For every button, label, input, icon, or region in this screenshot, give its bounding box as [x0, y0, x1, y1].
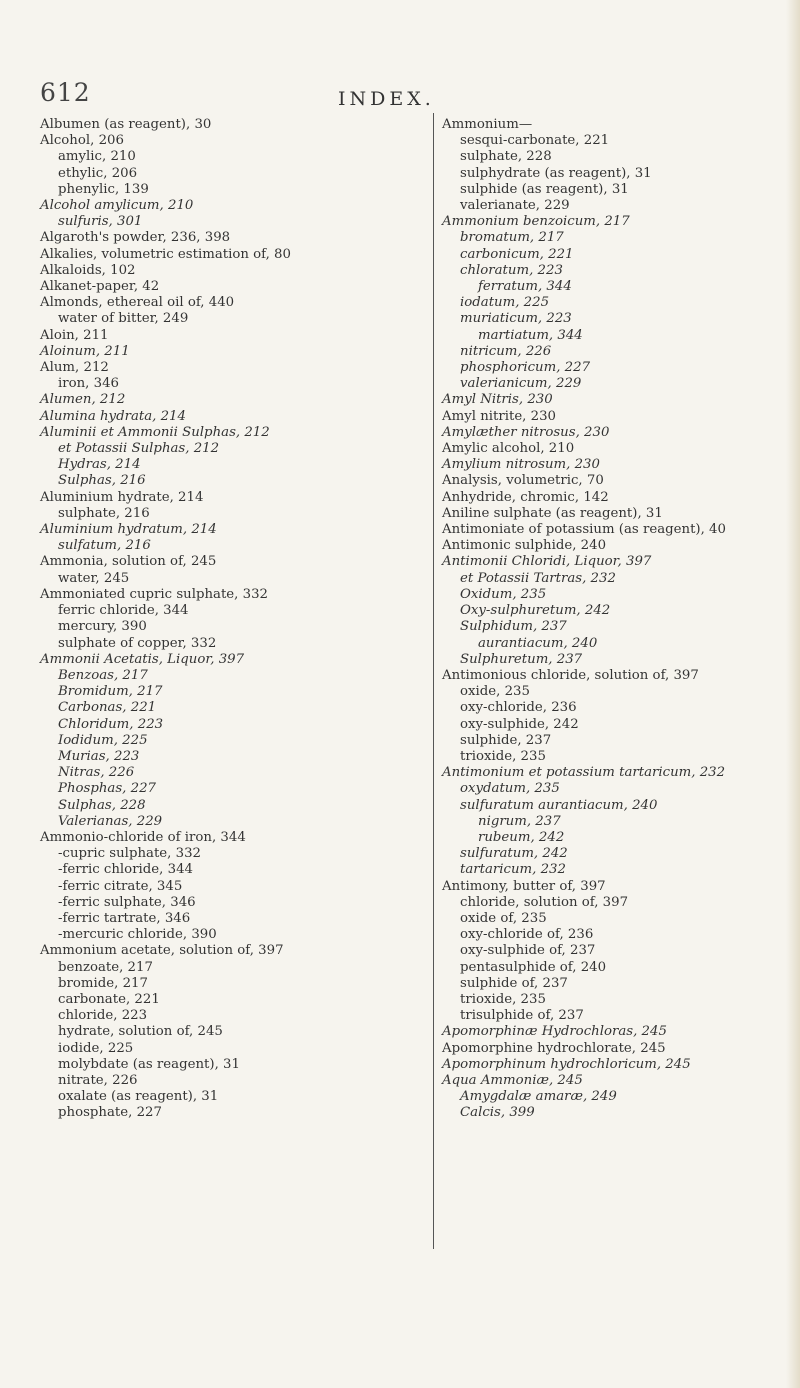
index-entry: Almonds, ethereal oil of, 440 [40, 295, 235, 311]
index-entry: Antimony, butter of, 397 [442, 878, 606, 894]
index-entry: Algaroth's powder, 236, 398 [40, 230, 231, 246]
index-entry: Amylium nitrosum, 230 [442, 457, 600, 473]
index-entry: Alcohol, 206 [40, 133, 124, 149]
index-entry: Sulphidum, 237 [460, 619, 567, 635]
index-entry: valerianicum, 229 [460, 376, 582, 392]
index-entry: oxy-sulphide of, 237 [460, 943, 596, 959]
index-entry: Antimonious chloride, solution of, 397 [442, 667, 699, 683]
index-entry: phosphoricum, 227 [460, 360, 591, 376]
index-entry: martiatum, 344 [478, 327, 583, 343]
index-entry: Carbonas, 221 [58, 700, 157, 716]
index-entry: chloride, solution of, 397 [460, 894, 629, 910]
index-entry: chloride, 223 [58, 1008, 148, 1024]
index-entry: -mercuric chloride, 390 [58, 927, 217, 943]
index-entry: Amygdalæ amaræ, 249 [460, 1089, 617, 1105]
index-entry: ferric chloride, 344 [58, 603, 189, 619]
index-entry: Valerianas, 229 [58, 813, 163, 829]
index-entry: Apomorphinum hydrochloricum, 245 [442, 1056, 691, 1072]
index-entry: sulphide, 237 [460, 732, 552, 748]
index-entry: pentasulphide of, 240 [460, 959, 607, 975]
running-head: INDEX. [338, 88, 435, 110]
index-entry: hydrate, solution of, 245 [58, 1024, 223, 1040]
index-entry: Aluminium hydratum, 214 [40, 522, 217, 538]
index-entry: sulfuratum aurantiacum, 240 [460, 797, 658, 813]
index-entry: phenylic, 139 [58, 181, 149, 197]
index-entry: benzoate, 217 [58, 959, 153, 975]
index-entry: et Potassii Sulphas, 212 [58, 441, 220, 457]
index-column-left [40, 117, 420, 1122]
index-entry: oxy-chloride, 236 [460, 700, 577, 716]
index-entry: Iodidum, 225 [58, 732, 148, 748]
index-entry: sulphate, 216 [58, 505, 150, 521]
index-entry: trioxide, 235 [460, 991, 546, 1007]
index-entry: Ammonium benzoicum, 217 [442, 214, 630, 230]
index-entry: Alkanet-paper, 42 [40, 279, 160, 295]
index-entry: iodatum, 225 [460, 295, 550, 311]
index-entry: nitrate, 226 [58, 1072, 138, 1088]
index-entry: Antimonium et potassium tartaricum, 232 [442, 765, 726, 781]
index-entry: Aloin, 211 [40, 327, 109, 343]
index-entry: Aqua Ammoniæ, 245 [442, 1072, 583, 1088]
index-entry: ethylic, 206 [58, 165, 138, 181]
index-entry: Ammonium— [442, 117, 533, 132]
index-entry: trioxide, 235 [460, 748, 546, 764]
index-entry: oxide, 235 [460, 684, 530, 700]
index-entry: tartaricum, 232 [460, 862, 566, 878]
index-entry: Amyl Nitris, 230 [442, 392, 553, 408]
index-column-right [433, 113, 800, 1249]
index-entry: Amylæther nitrosus, 230 [442, 424, 610, 440]
index-entry: Albumen (as reagent), 30 [40, 117, 212, 132]
index-entry: Sulphas, 228 [58, 797, 146, 813]
index-entry: Antimonii Chloridi, Liquor, 397 [442, 554, 652, 570]
index-entry: aurantiacum, 240 [478, 635, 598, 651]
index-entry: Benzoas, 217 [58, 667, 148, 683]
index-entry: Alum, 212 [40, 360, 109, 376]
index-entry: bromide, 217 [58, 975, 148, 991]
index-entry: -ferric citrate, 345 [58, 878, 183, 894]
index-entry: Ammoniated cupric sulphate, 332 [40, 586, 269, 602]
index-entry: Amyl nitrite, 230 [442, 408, 557, 424]
index-entry: Sulphuretum, 237 [460, 651, 583, 667]
index-entry: sulfuris, 301 [58, 214, 143, 230]
index-entry: mercury, 390 [58, 619, 147, 635]
index-entry: carbonicum, 221 [460, 246, 574, 262]
index-entry: Nitras, 226 [58, 765, 135, 781]
index-entry: oxydatum, 235 [460, 781, 560, 797]
index-entry: sulphate, 228 [460, 149, 552, 165]
index-entry: sulfatum, 216 [58, 538, 151, 554]
page-number: 612 [40, 78, 91, 107]
index-entry: -cupric sulphate, 332 [58, 846, 201, 862]
index-entry: Alkaloids, 102 [40, 262, 136, 278]
index-entry: oxalate (as reagent), 31 [58, 1089, 219, 1105]
index-entry: Aluminium hydrate, 214 [40, 489, 204, 505]
index-entry: Oxy-sulphuretum, 242 [460, 603, 611, 619]
index-entry: -ferric chloride, 344 [58, 862, 194, 878]
index-entry: et Potassii Tartras, 232 [460, 570, 616, 586]
index-entry: iron, 346 [58, 376, 120, 392]
index-entry: Alcohol amylicum, 210 [40, 198, 194, 214]
index-entry: sulphate of copper, 332 [58, 635, 217, 651]
index-entry: Amylic alcohol, 210 [442, 441, 575, 457]
index-entry: sulphide of, 237 [460, 975, 568, 991]
index-entry: rubeum, 242 [478, 829, 565, 845]
index-entry: sulphide (as reagent), 31 [460, 181, 629, 197]
index-entry: Chloridum, 223 [58, 716, 164, 732]
index-entry: oxy-chloride of, 236 [460, 927, 594, 943]
index-entry: chloratum, 223 [460, 262, 563, 278]
index-entry: molybdate (as reagent), 31 [58, 1056, 240, 1072]
index-entry: Aniline sulphate (as reagent), 31 [442, 505, 663, 521]
index-entry: nitricum, 226 [460, 343, 552, 359]
index-entry: ferratum, 344 [478, 279, 572, 295]
index-entry: bromatum, 217 [460, 230, 564, 246]
index-entry: Ammonia, solution of, 245 [40, 554, 217, 570]
index-entry: Sulphas, 216 [58, 473, 146, 489]
index-entry: Apomorphinæ Hydrochloras, 245 [442, 1024, 667, 1040]
index-entry: Aluminii et Ammonii Sulphas, 212 [40, 424, 270, 440]
index-entry: sesqui-carbonate, 221 [460, 133, 610, 149]
index-entry: Alumina hydrata, 214 [40, 408, 186, 424]
index-entry: valerianate, 229 [460, 198, 570, 214]
index-entry: Ammonii Acetatis, Liquor, 397 [40, 651, 245, 667]
index-entry: Murias, 223 [58, 748, 140, 764]
index-entry: trisulphide of, 237 [460, 1008, 584, 1024]
index-entry: carbonate, 221 [58, 991, 160, 1007]
index-entry: -ferric tartrate, 346 [58, 910, 191, 926]
index-entry: nigrum, 237 [478, 813, 561, 829]
index-entry: muriaticum, 223 [460, 311, 572, 327]
index-entry: Alumen, 212 [40, 392, 126, 408]
index-entry: Bromidum, 217 [58, 684, 163, 700]
index-entry: amylic, 210 [58, 149, 136, 165]
index-entry: Alkalies, volumetric estimation of, 80 [40, 246, 291, 262]
index-entry: Ammonium acetate, solution of, 397 [40, 943, 284, 959]
index-entry: Hydras, 214 [58, 457, 141, 473]
index-entry: sulphydrate (as reagent), 31 [460, 165, 652, 181]
index-entry: -ferric sulphate, 346 [58, 894, 196, 910]
index-entry: Ammonio-chloride of iron, 344 [40, 829, 246, 845]
index-entry: Aloinum, 211 [40, 343, 130, 359]
index-entry: Antimonic sulphide, 240 [442, 538, 607, 554]
index-entry: Antimoniate of potassium (as reagent), 40 [442, 522, 726, 538]
index-entry: Phosphas, 227 [58, 781, 156, 797]
index-entry: Calcis, 399 [460, 1105, 535, 1121]
index-entry: iodide, 225 [58, 1040, 134, 1056]
index-entry: water of bitter, 249 [58, 311, 189, 327]
index-entry: sulfuratum, 242 [460, 846, 568, 862]
index-entry: oxy-sulphide, 242 [460, 716, 579, 732]
index-entry: Apomorphine hydrochlorate, 245 [442, 1040, 666, 1056]
index-entry: oxide of, 235 [460, 910, 547, 926]
index-entry: water, 245 [58, 570, 130, 586]
index-entry: phosphate, 227 [58, 1105, 162, 1121]
index-entry: Anhydride, chromic, 142 [442, 489, 609, 505]
index-entry: Analysis, volumetric, 70 [442, 473, 604, 489]
index-entry: Oxidum, 235 [460, 586, 547, 602]
